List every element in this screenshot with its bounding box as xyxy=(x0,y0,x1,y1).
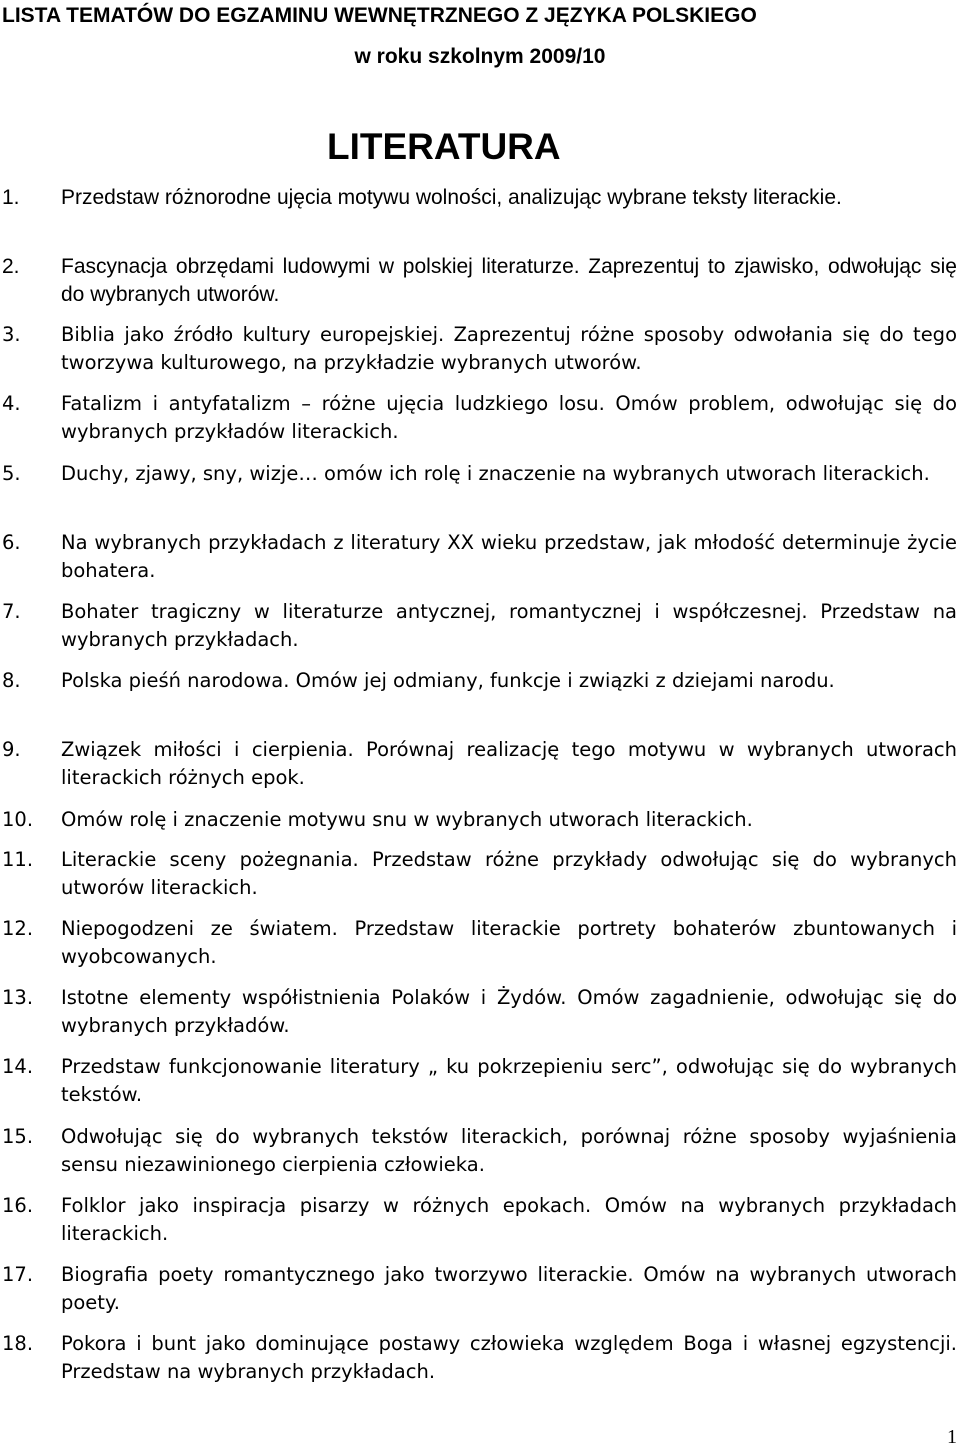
topic-item-11 xyxy=(0,846,957,902)
topic-text: Folklor jako inspiracja pisarzy w różnych epokach. Omów na wybranych przykładach literackich. xyxy=(61,1194,957,1245)
topic-text: Na wybranych przykładach z literatury XX wieku przedstaw, jak młodość determinuje życie bohatera. xyxy=(61,531,957,582)
topic-number: 1. xyxy=(2,186,20,209)
topic-number: 4. xyxy=(2,392,21,415)
topic-text: Biografia poety romantycznego jako tworzywo literackie. Omów na wybranych utworach poety. xyxy=(61,1263,957,1314)
topic-text: Fatalizm i antyfatalizm – różne ujęcia ludzkiego losu. Omów problem, odwołując się do wybranych przykładów literackich. xyxy=(61,392,957,443)
topic-number: 6. xyxy=(2,531,21,554)
topic-item-17 xyxy=(0,1261,957,1317)
topic-item-3 xyxy=(0,321,957,377)
topic-text: Omów rolę i znaczenie motywu snu w wybranych utworach literackich. xyxy=(61,808,753,831)
topic-number: 14. xyxy=(2,1055,34,1078)
topic-text: Biblia jako źródło kultury europejskiej. Zaprezentuj różne sposoby odwołania się do tego tworzywa kulturowego, na przykładzie wybranych utworów. xyxy=(61,323,957,374)
topic-text: Bohater tragiczny w literaturze antycznej, romantycznej i współczesnej. Przedstaw na wybranych przykładach. xyxy=(61,600,957,651)
topic-text: Fascynacja obrzędami ludowymi w polskiej literaturze. Zaprezentuj to zjawisko, odwołując się do wybranych utworów. xyxy=(61,255,957,306)
page-number: 1 xyxy=(947,1426,957,1448)
topic-item-7 xyxy=(0,598,957,654)
section-heading: LITERATURA xyxy=(327,126,561,167)
topic-item-18 xyxy=(0,1330,957,1386)
topic-text: Odwołując się do wybranych tekstów literackich, porównaj różne sposoby wyjaśnienia sensu niezawinionego cierpienia człowieka. xyxy=(61,1125,957,1176)
topic-number: 11. xyxy=(2,848,34,871)
document-title: LISTA TEMATÓW DO EGZAMINU WEWNĘTRZNEGO Z JĘZYKA POLSKIEGO xyxy=(2,4,757,27)
topic-number: 10. xyxy=(2,808,34,831)
topic-text: Polska pieśń narodowa. Omów jej odmiany, funkcje i związki z dziejami narodu. xyxy=(61,669,835,692)
topic-text: Istotne elementy współistnienia Polaków i Żydów. Omów zagadnienie, odwołując się do wybranych przykładów. xyxy=(61,986,957,1037)
topic-number: 12. xyxy=(2,917,34,940)
topic-item-6 xyxy=(0,529,957,585)
topic-text: Przedstaw funkcjonowanie literatury „ ku pokrzepieniu serc”, odwołując się do wybranych tekstów. xyxy=(61,1055,957,1106)
topic-item-14 xyxy=(0,1053,957,1109)
topic-item-15 xyxy=(0,1123,957,1179)
topic-number: 2. xyxy=(2,255,20,278)
document-subtitle: w roku szkolnym 2009/10 xyxy=(354,45,606,68)
topic-text: Związek miłości i cierpienia. Porównaj realizację tego motywu w wybranych utworach literackich różnych epok. xyxy=(61,738,957,789)
topic-item-9 xyxy=(0,736,957,792)
topic-item-10 xyxy=(0,806,957,834)
topic-number: 3. xyxy=(2,323,21,346)
topic-number: 16. xyxy=(2,1194,34,1217)
topic-text: Niepogodzeni ze światem. Przedstaw literackie portrety bohaterów zbuntowanych i wyobcowanych. xyxy=(61,917,957,968)
topic-number: 17. xyxy=(2,1263,34,1286)
topic-number: 18. xyxy=(2,1332,34,1355)
topic-item-1 xyxy=(0,184,957,212)
topic-item-12 xyxy=(0,915,957,971)
topic-item-13 xyxy=(0,984,957,1040)
topic-text: Literackie sceny pożegnania. Przedstaw różne przykłady odwołując się do wybranych utworów literackich. xyxy=(61,848,957,899)
topic-number: 5. xyxy=(2,462,21,485)
topic-text: Przedstaw różnorodne ujęcia motywu wolności, analizując wybrane teksty literackie. xyxy=(61,186,842,209)
topic-item-4 xyxy=(0,390,957,446)
topic-item-16 xyxy=(0,1192,957,1248)
topic-number: 13. xyxy=(2,986,34,1009)
topic-number: 8. xyxy=(2,669,21,692)
topic-item-8 xyxy=(0,667,957,695)
topic-item-5 xyxy=(0,460,957,488)
topic-number: 9. xyxy=(2,738,21,761)
topic-item-2 xyxy=(0,253,957,309)
topic-text: Pokora i bunt jako dominujące postawy człowieka względem Boga i własnej egzystencji. Przedstaw na wybranych przykładach. xyxy=(61,1332,957,1383)
topic-number: 7. xyxy=(2,600,21,623)
topic-number: 15. xyxy=(2,1125,34,1148)
topic-text: Duchy, zjawy, sny, wizje… omów ich rolę i znaczenie na wybranych utworach literackich. xyxy=(61,462,930,485)
